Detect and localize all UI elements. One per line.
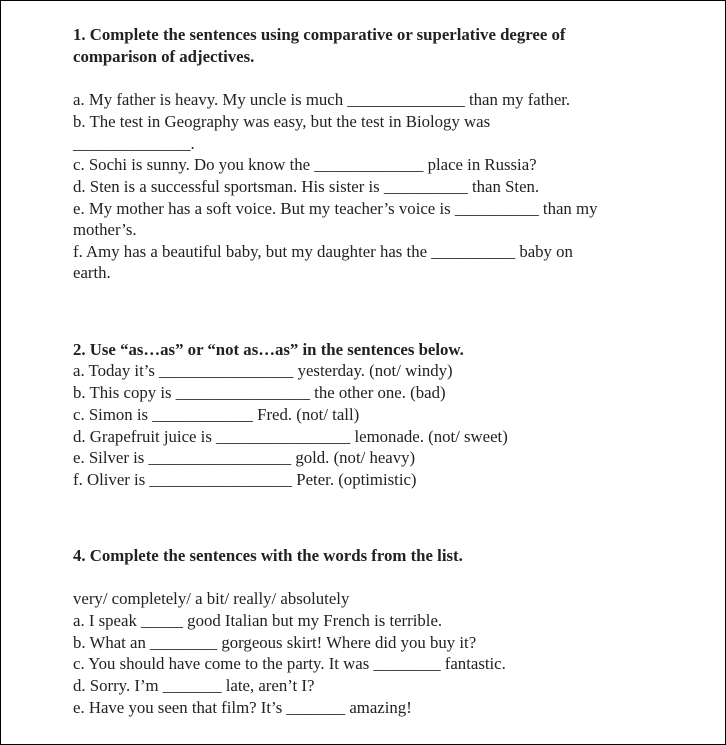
section2-title: 2. Use “as…as” or “not as…as” in the sentences below. (73, 340, 464, 359)
section2-sentence-f: f. Oliver is _________________ Peter. (optimistic) (73, 470, 417, 489)
section4-title: 4. Complete the sentences with the words from the list. (73, 546, 463, 565)
section2-sentence-a: a. Today it’s ________________ yesterday. (not/ windy) (73, 361, 453, 380)
section1-sentence-f-cont: earth. (73, 263, 111, 282)
section2-sentence-e: e. Silver is _________________ gold. (not/ heavy) (73, 448, 416, 467)
section2-sentence-c: c. Simon is ____________ Fred. (not/ tall) (73, 405, 360, 424)
section1-sentence-b: b. The test in Geography was easy, but the test in Biology was (73, 112, 491, 131)
section4-sentence-c: c. You should have come to the party. It was ________ fantastic. (73, 654, 506, 673)
section4-sentence-a: a. I speak _____ good Italian but my French is terrible. (73, 611, 443, 630)
section1-sentence-a: a. My father is heavy. My uncle is much ______________ than my father. (73, 90, 571, 109)
section1-sentence-e: e. My mother has a soft voice. But my teacher’s voice is __________ than my (73, 199, 598, 218)
section4-sentence-e: e. Have you seen that film? It’s _______ amazing! (73, 698, 412, 717)
section4-sentence-b: b. What an ________ gorgeous skirt! Where did you buy it? (73, 633, 477, 652)
section1-sentence-d: d. Sten is a successful sportsman. His sister is __________ than Sten. (73, 177, 540, 196)
section1-sentence-f: f. Amy has a beautiful baby, but my daughter has the __________ baby on (73, 242, 573, 261)
section1-sentence-e-cont: mother’s. (73, 220, 137, 239)
section4-word-list: very/ completely/ a bit/ really/ absolutely (73, 589, 350, 608)
section1-title: 1. Complete the sentences using comparative or superlative degree of (73, 25, 566, 44)
section4-sentence-d: d. Sorry. I’m _______ late, aren’t I? (73, 676, 315, 695)
section2-sentence-b: b. This copy is ________________ the other one. (bad) (73, 383, 446, 402)
section2-sentence-d: d. Grapefruit juice is ________________ lemonade. (not/ sweet) (73, 427, 508, 446)
section1-sentence-b-cont: ______________. (73, 134, 195, 153)
section1-title-cont: comparison of adjectives. (73, 47, 255, 66)
section1-sentence-c: c. Sochi is sunny. Do you know the _____________ place in Russia? (73, 155, 537, 174)
